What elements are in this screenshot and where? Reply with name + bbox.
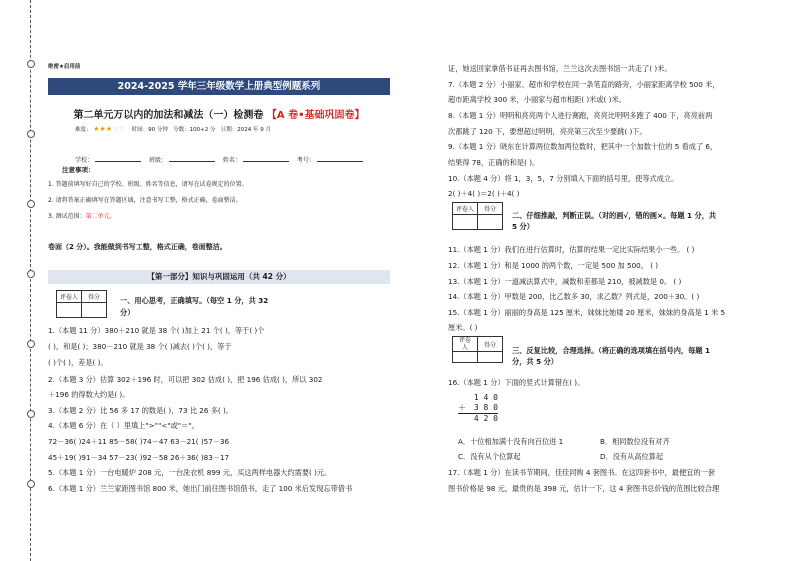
series-banner: 2024-2025 学年三年级数学上册典型例题系列 [48,78,390,95]
part1-header: 【第一部分】知识与巩固运用（共 42 分） [48,270,390,284]
question-line: 超市距离学校 300 米，小丽家与超市相距( )米或( )米。 [448,95,626,104]
judge-question: 14.（本题 1 分）甲数是 200，比乙数多 30，求乙数？列式是，200＋30。( ) [448,292,700,301]
grader-label: 评卷人 [453,203,478,215]
difficulty-label: 难度： [75,127,92,133]
binding-hole [27,130,35,138]
question-16: 16.（本题 1 分）下面的竖式计算错在( )。 [448,378,585,387]
question-line: 5.（本题 1 分）一台电暖炉 208 元，一台洗衣机 899 元，买这两样电器大约需要( )元。 [48,468,332,477]
vertical-result: 4 2 0 [458,413,498,424]
option-b[interactable]: B．相同数位没有对齐 [600,437,670,446]
score-cell[interactable] [478,215,503,230]
question-line: 9.（本题 1 分）晓东在计算两位数加两位数时，把其中一个加数十位的 5 看成了 6， [448,142,718,151]
binding-dashed-line [30,0,31,561]
binding-hole [27,410,35,418]
option-c[interactable]: C．没有从个位算起 [458,452,521,461]
exam-score: 分数：100+2 分 [173,127,216,133]
score-box [56,290,107,318]
grader-cell[interactable] [57,303,82,318]
question-line: 4.（本题 6 分）在（ ）里填上">""<"或"＝"。 [48,421,199,430]
score-label: 得分 [478,337,503,352]
score-cell[interactable] [82,303,107,318]
binding-hole [27,200,35,208]
score-label: 得分 [82,291,107,303]
question-line: ( )，和是( )；380－210 就是 38 个( )减去( )个( )，等于 [48,342,232,351]
star-filled-icon: ★ [93,125,100,133]
grader-cell[interactable] [453,352,478,363]
section3-heading-cont: 分，共 5 分） [512,357,558,366]
confidential-tag: 绝密★启用前 [48,64,81,70]
question-line: ( )个( )，差是( )。 [48,358,108,367]
score-box-small [452,336,503,363]
student-info [75,154,369,164]
vertical-bottom: 3 8 0 [473,403,498,412]
question-line: 72－36( )24＋11 85－58( )74－47 63－21( )57－36 [48,437,230,446]
exam-time: 时间：90 分钟 [131,127,168,133]
score-label: 得分 [478,203,503,215]
name-field[interactable] [243,154,289,162]
title-main: 第二单元万以内的加法和减法（一）检测卷 [73,110,264,121]
class-label: 班级： [148,157,167,164]
notice-item: 2. 请将答案正确填写在答题区域，注意书写工整，格式正确，卷面整洁。 [48,197,242,204]
binding-margin [0,0,38,561]
judge-question: 15.（本题 1 分）丽丽的身高是 125 厘米，妹妹比她矮 20 厘米，妹妹的身高是 1 米 5 [448,308,726,317]
judge-question: 12.（本题 1 分）和是 1000 的两个数，一定是 500 加 500。 ( ) [448,261,659,270]
question-line: ＋196 的得数大约是( )。 [48,390,130,399]
binding-hole [27,270,35,278]
question-line: 45＋19( )91－34 57－23( )92－58 26＋36( )83－17 [48,453,230,462]
question-line: 7.（本题 2 分）小丽家、超市和学校在同一条笔直的路旁，小丽家距离学校 500 米， [448,80,720,89]
title-tag: 【A 卷•基础巩固卷】 [266,110,365,121]
question-line: 1.（本题 11 分）380＋210 就是 38 个( )加上 21 个( )，等于( )个 [48,326,265,335]
class-field[interactable] [169,154,215,162]
question-line: 10.（本题 4 分）将 1，3，5，7 分别填入下面的括号里，使等式成立。 [448,174,679,183]
name-label: 姓名： [222,157,241,164]
vertical-calculation [458,393,498,424]
option-a[interactable]: A．十位相加满十没有向百位进 1 [458,437,564,446]
question-line: 6.（本题 1 分）兰兰家距图书馆 800 米，她出门前往图书馆借书，走了 100 米后发现忘带借书 [48,484,353,493]
question-line: 证，她送回家拿借书证再去图书馆，兰兰这次去图书馆一共走了( )米。 [448,64,672,73]
paper-neatness-note: 卷面（2 分）。我能做到书写工整，格式正确，卷面整洁。 [48,243,227,251]
school-label: 学校： [75,157,94,164]
exam-date: 日期：2024 年 9 月 [220,127,272,133]
star-filled-icon: ★ [105,125,113,133]
option-d[interactable]: D．没有从高位算起 [600,452,664,461]
test-scope: 第二单元。 [85,213,116,220]
section1-heading: 一、用心思考，正确填写。（每空 1 分，共 32 [120,296,269,305]
binding-hole [27,480,35,488]
section1-heading-cont: 分） [120,308,135,317]
exam-meta [75,125,271,133]
section3-heading: 三、反复比较，合理选择。（将正确的选项填在括号内，每题 1 [512,346,710,355]
question-line: 3.（本题 2 分）比 56 多 17 的数是( )，73 比 26 多( )。 [48,406,233,415]
page-title [48,106,390,121]
judge-question: 11.（本题 1 分）我们在进行估算时，估算的结果一定比实际结果小一些。 ( ) [448,245,695,254]
score-cell[interactable] [478,352,503,363]
question-line: 8.（本题 1 分）明明和亮亮两个人进行赛跑，亮亮比明明多跑了 400 下，亮亮前两 [448,111,713,120]
notice-item: 1. 答题前填写好自己的学校、班级、姓名等信息，请写在试卷规定的位置。 [48,181,248,188]
star-empty-icon: ☆ [118,125,125,133]
star-empty-icon: ☆ [112,125,119,133]
star-filled-icon: ★ [99,125,106,133]
vertical-top: 1 4 0 [473,393,498,402]
school-field[interactable] [95,154,141,162]
notice-title: 注意事项： [62,166,95,174]
plus-sign: ＋ [458,403,466,412]
question-17: 17.（本题 1 分）在读书节期间，佳佳同购 4 套图书。在这四套书中，最便宜的一套 [448,468,715,477]
notice-item: 3. 测试范围：第二单元。 [48,213,116,220]
score-box [452,202,503,230]
question-line: 2.（本题 3 分）估算 302＋196 时，可以把 302 估成( )，把 196 估成( )，所以 302 [48,375,323,384]
question-line: 结果得 78，正确的和是( )。 [448,158,540,167]
equation-line: 2( )＋4( )＝2( )＋4( ) [448,189,520,198]
exam-no-field[interactable] [317,154,363,162]
grader-label: 评卷人 [57,291,82,303]
judge-question: 13.（本题 1 分）一道减法算式中，减数和差都是 210，被减数是 0。 ( ) [448,277,682,286]
section2-heading: 二、仔细推敲，判断正误。（对的画√，错的画×。每题 1 分，共 [512,211,717,220]
grader-cell[interactable] [453,215,478,230]
binding-hole [27,60,35,68]
grader-label: 评卷 人 [453,337,478,352]
exam-no-label: 考号： [296,157,315,164]
question-17-cont: 图书价格是 98 元，最贵的是 398 元，估计一下，这 4 套图书总价钱的范围比较合理 [448,484,720,493]
binding-hole [27,340,35,348]
section2-heading-cont: 5 分） [512,222,534,231]
judge-question-cont: 厘米。( ) [448,323,478,332]
question-line: 次都跳了 120 下，要想超过明明，亮亮第三次至少要跳( )下。 [448,127,647,136]
